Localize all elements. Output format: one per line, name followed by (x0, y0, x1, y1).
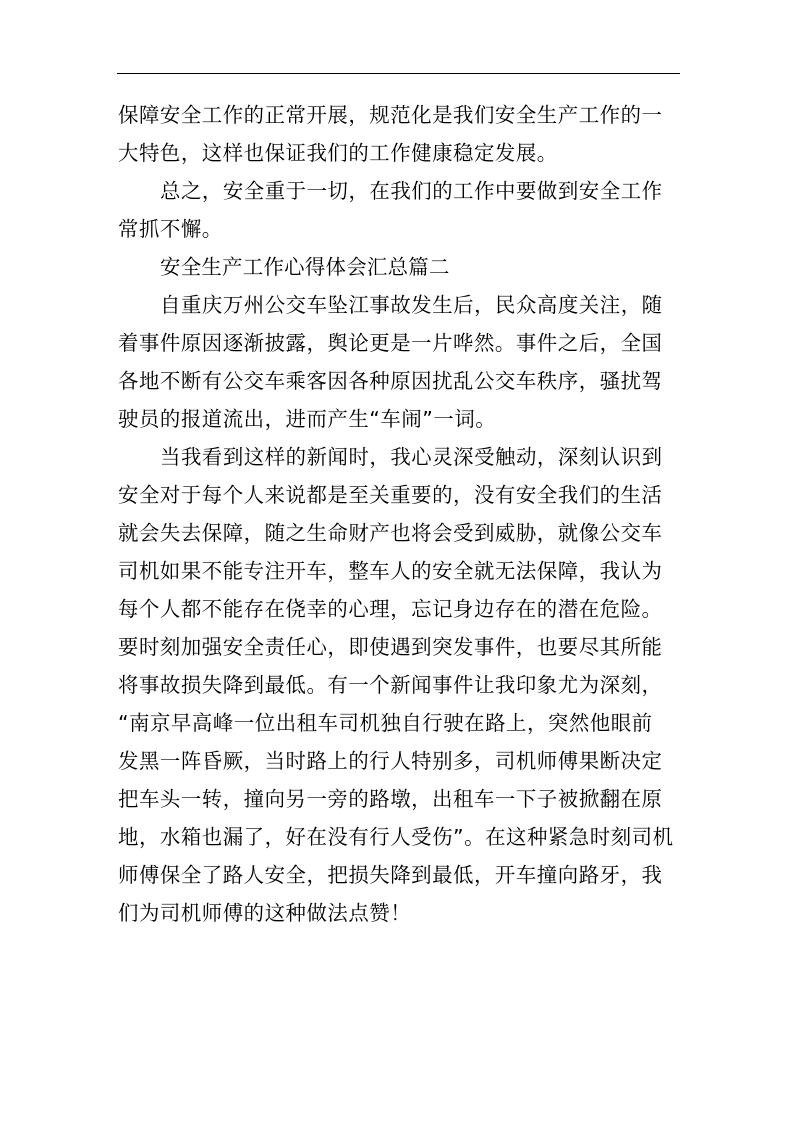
text-line: 把车头一转，撞向另一旁的路墩，出租车一下子被掀翻在原 (118, 787, 663, 811)
text-line: 就会失去保障，随之生命财产也将会受到威胁，就像公交车 (118, 521, 663, 545)
text-line: “南京早高峰一位出租车司机独自行驶在路上，突然他眼前 (118, 711, 653, 735)
text-line: 师傅保全了路人安全，把损失降到最低，开车撞向路牙，我 (118, 863, 663, 887)
text-line: 各地不断有公交车乘客因各种原因扰乱公交车秩序，骚扰驾 (118, 369, 663, 393)
text-line: 要时刻加强安全责任心，即使遇到突发事件，也要尽其所能 (118, 635, 663, 659)
text-line: 安全对于每个人来说都是至关重要的，没有安全我们的生活 (118, 483, 663, 507)
text-line: 着事件原因逐渐披露，舆论更是一片哗然。事件之后，全国 (118, 331, 663, 355)
header-rule (117, 73, 680, 74)
text-line: 们为司机师傅的这种做法点赞！ (118, 901, 412, 925)
text-line: 司机如果不能专注开车，整车人的安全就无法保障，我认为 (118, 559, 663, 583)
text-line: 常抓不懈。 (118, 217, 223, 241)
text-line: 发黑一阵昏厥，当时路上的行人特别多，司机师傅果断决定 (118, 749, 663, 773)
text-line: 保障安全工作的正常开展，规范化是我们安全生产工作的一 (118, 103, 663, 127)
text-line: 每个人都不能存在侥幸的心理，忘记身边存在的潜在危险。 (118, 597, 663, 621)
document-body (118, 96, 683, 932)
text-line: 地，水箱也漏了，好在没有行人受伤”。在这种紧急时刻司机 (118, 825, 674, 849)
text-line: 将事故损失降到最低。有一个新闻事件让我印象尤为深刻， (118, 673, 663, 697)
section-title: 安全生产工作心得体会汇总篇二 (160, 255, 450, 279)
paragraph-first-line: 总之，安全重于一切，在我们的工作中要做到安全工作 (160, 179, 663, 203)
paragraph-first-line: 当我看到这样的新闻时，我心灵深受触动，深刻认识到 (160, 445, 663, 469)
text-line: 驶员的报道流出，进而产生“车闹”一词。 (118, 407, 497, 431)
paragraph-first-line: 自重庆万州公交车坠江事故发生后，民众高度关注，随 (160, 293, 663, 317)
text-line: 大特色，这样也保证我们的工作健康稳定发展。 (118, 141, 558, 165)
